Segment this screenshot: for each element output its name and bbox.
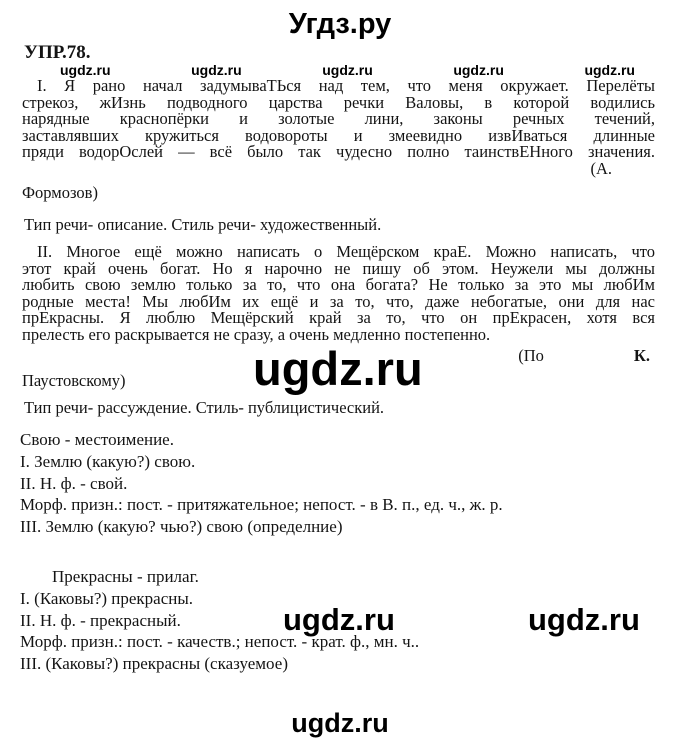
watermark-text: ugdz.ru [191,62,242,78]
watermark-large: ugdz.ru [253,342,423,395]
text-line: родные места! Мы любИм их ещё и за то, что, даже небогатые, они для нас [22,291,655,311]
attribution-initial: К. [633,346,650,365]
analysis-line: Морф. призн.: пост. - притяжательное; непост. - в В. п., ед. ч., ж. р. [20,495,503,515]
site-logo: Угдз.ру [288,8,392,40]
passage-2-attribution-right [518,347,650,364]
text-line: пряди водорОслей — всё было так чудесно полно таинствЕНного значения. [22,142,655,162]
analysis-line: I. Землю (какую?) свою. [20,451,196,471]
analysis-title: Свою - местоимение. [20,430,174,449]
passage-1-speech-type: Тип речи- описание. Стиль речи- художественный. [24,215,382,234]
passage-1 [22,78,655,161]
text-line: прЕкрасны. Я люблю Мещёрский край за то, что он прЕкрасен, хотя вся [22,308,655,328]
text-line: II. Многое ещё можно написать о Мещёрском краЕ. Можно написать, что [37,242,655,261]
text-line: этот край очень богат. Но я нарочно не пишу об этом. Неужели мы должны [22,258,655,278]
passage-2-speech-type: Тип речи- рассуждение. Стиль- публицистический. [24,398,385,417]
analysis-line: Морф. призн.: пост. - качеств.; непост. - крат. ф., мн. ч.. [20,632,420,652]
analysis-title: Прекрасны - прилаг. [52,567,199,586]
watermark-text: ugdz.ru [584,62,635,78]
text-line: любить свою землю только за то, что она богата? Не только за это мы любИм [22,275,655,295]
watermark-text: ugdz.ru [453,62,504,78]
watermark-mid-left: ugdz.ru [283,602,395,637]
text-line: I. Я рано начал задумываТЬся над тем, что меня окружает. Перелёты [37,76,655,95]
analysis-line: III. (Каковы?) прекрасны (сказуемое) [20,654,288,674]
attribution-open: (По [518,346,544,365]
watermark-row [60,63,635,77]
analysis-line: II. Н. ф. - свой. [20,473,128,493]
text-line: нарядные краснопёрки и золотые лини, законы речных течений, [22,109,655,129]
analysis-line: I. (Каковы?) прекрасны. [20,588,194,608]
passage-2 [22,244,655,344]
passage-2-attribution-surname: Паустовскому) [22,371,126,390]
text-line: заставлявших кружиться водовороты и змеевидно извИваться длинные [22,125,655,145]
text-line: стрекоз, жИзнь подводного царства речки Валовы, в которой водились [22,92,655,112]
morphology-analysis-pronoun [20,429,660,538]
watermark-text: ugdz.ru [60,62,111,78]
exercise-number-heading: УПР.78. [24,42,91,63]
watermark-footer: ugdz.ru [291,708,389,738]
passage-1-attribution-surname: Формозов) [22,183,98,202]
analysis-line: II. Н. ф. - прекрасный. [20,610,181,630]
text-line: прелесть его раскрывается не сразу, а очень медленно постепенно. [22,324,491,344]
analysis-line: III. Землю (какую? чью?) свою (определние) [20,517,343,537]
passage-1-attribution-initial: (А. [590,159,612,178]
watermark-text: ugdz.ru [322,62,373,78]
watermark-mid-right: ugdz.ru [528,602,640,637]
